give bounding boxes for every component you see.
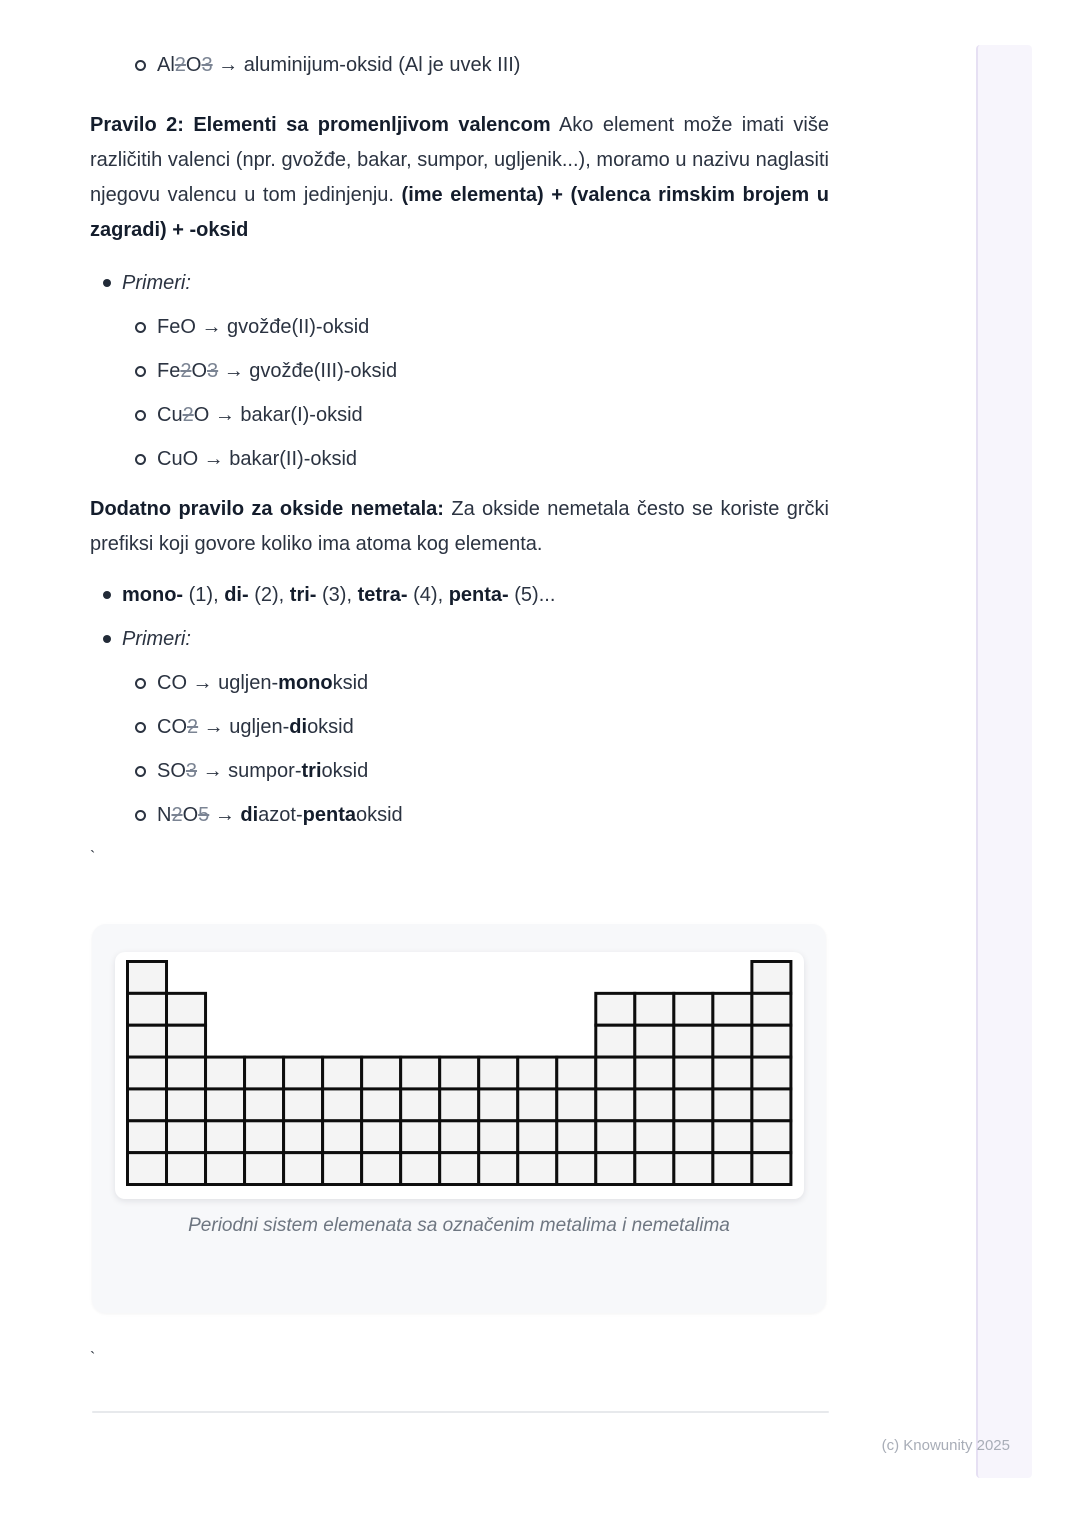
text-segment: 3 xyxy=(201,54,213,76)
example-text xyxy=(157,316,369,338)
element-cell xyxy=(751,961,790,993)
element-cell xyxy=(322,1153,361,1185)
element-cell xyxy=(166,1057,205,1089)
example-item xyxy=(90,310,829,344)
element-cell xyxy=(751,1121,790,1153)
element-cell xyxy=(283,1089,322,1121)
element-cell xyxy=(673,1025,712,1057)
element-cell xyxy=(322,1057,361,1089)
figure-caption: Periodni sistem elemenata sa označenim metalima i nemetalima xyxy=(188,1215,730,1236)
example-text xyxy=(157,672,368,694)
element-cell xyxy=(244,1057,283,1089)
element-cell xyxy=(205,1089,244,1121)
element-cell xyxy=(751,1089,790,1121)
element-cell xyxy=(673,1153,712,1185)
text-segment: Pravilo 2: Elementi sa promenljivom valencom xyxy=(90,114,551,136)
element-cell xyxy=(712,1089,751,1121)
element-cell xyxy=(244,1153,283,1185)
primeri-label xyxy=(122,272,191,294)
bullet-dot-icon xyxy=(103,635,111,643)
example-item xyxy=(90,398,829,432)
text-segment: Za okside nemetala često se koriste grčki prefiksi koji govore koliko ima atoma kog elementa. xyxy=(90,498,830,555)
additional-rule-paragraph xyxy=(90,492,829,562)
example-text xyxy=(157,716,354,738)
example-text xyxy=(157,760,368,782)
text-segment: 2 xyxy=(174,54,186,76)
text-segment: FeO → gvožđe(II)-oksid xyxy=(157,316,370,338)
stray-backtick-2: ` xyxy=(90,1350,96,1367)
figure-image xyxy=(115,952,804,1199)
bullet-circle-icon xyxy=(135,454,146,465)
text-segment: 3 xyxy=(185,760,198,782)
bullet-circle-icon xyxy=(135,810,146,821)
text-segment: tri xyxy=(301,760,322,782)
element-cell xyxy=(361,1153,400,1185)
element-cell xyxy=(166,1121,205,1153)
text-segment: (1), xyxy=(183,584,225,606)
element-cell xyxy=(673,1121,712,1153)
text-segment: Dodatno pravilo za okside nemetala: xyxy=(90,498,444,520)
example-text xyxy=(157,54,520,76)
element-cell xyxy=(673,993,712,1025)
text-segment: di- xyxy=(224,584,249,606)
copyright-watermark: (c) Knowunity 2025 xyxy=(881,1437,1010,1454)
text-segment: CO → ugljen- xyxy=(157,672,279,694)
text-segment: 2 xyxy=(171,804,183,826)
oxide-examples-list xyxy=(90,310,829,476)
element-cell xyxy=(517,1057,556,1089)
text-segment: Cu xyxy=(157,404,183,426)
element-cell xyxy=(634,1057,673,1089)
text-segment: (ime elementa) + (valenca rimskim brojem u zagradi) + -oksid xyxy=(90,184,829,241)
element-cell xyxy=(556,1089,595,1121)
element-cell xyxy=(751,1025,790,1057)
text-segment: tetra- xyxy=(357,584,408,606)
element-cell xyxy=(283,1121,322,1153)
text-segment: oksid xyxy=(321,760,369,782)
stray-backtick-1: ` xyxy=(90,849,96,866)
page-scroll-strip[interactable] xyxy=(976,45,1032,1478)
primeri-heading-1 xyxy=(90,266,829,300)
element-cell xyxy=(283,1057,322,1089)
element-cell xyxy=(595,1089,634,1121)
text-segment: di xyxy=(240,804,259,826)
element-cell xyxy=(400,1057,439,1089)
element-cell xyxy=(127,1025,166,1057)
element-cell xyxy=(478,1153,517,1185)
prefix-line xyxy=(90,578,829,612)
example-text xyxy=(157,448,357,470)
element-cell xyxy=(127,961,166,993)
element-cell xyxy=(205,1057,244,1089)
text-segment: O → bakar(I)-oksid xyxy=(193,404,363,426)
element-cell xyxy=(361,1089,400,1121)
periodic-table-grid xyxy=(126,960,793,1186)
rule2-paragraph xyxy=(90,108,829,248)
example-item xyxy=(90,754,829,788)
element-cell xyxy=(361,1121,400,1153)
element-cell xyxy=(517,1089,556,1121)
text-segment: → sumpor- xyxy=(197,760,302,782)
element-cell xyxy=(712,1121,751,1153)
element-cell xyxy=(673,1057,712,1089)
element-cell xyxy=(244,1121,283,1153)
element-cell xyxy=(634,1153,673,1185)
text-segment: (4), xyxy=(407,584,449,606)
text-segment: oksid xyxy=(355,804,403,826)
text-segment: Primeri: xyxy=(122,628,191,650)
document-content xyxy=(90,0,829,1413)
element-cell xyxy=(595,1153,634,1185)
text-segment: Fe xyxy=(157,360,181,382)
element-cell xyxy=(439,1057,478,1089)
element-cell xyxy=(556,1153,595,1185)
text-segment: → gvožđe(III)-oksid xyxy=(218,360,398,382)
element-cell xyxy=(517,1121,556,1153)
text-segment: oksid xyxy=(307,716,354,738)
element-cell xyxy=(439,1121,478,1153)
element-cell xyxy=(361,1057,400,1089)
element-cell xyxy=(556,1121,595,1153)
example-item xyxy=(90,798,829,832)
element-cell xyxy=(673,1089,712,1121)
element-cell xyxy=(166,1089,205,1121)
text-segment: 2 xyxy=(180,360,192,382)
text-segment: Al xyxy=(157,54,175,76)
bullet-dot-icon xyxy=(103,279,111,287)
text-segment: CO xyxy=(157,716,187,738)
text-segment: Primeri: xyxy=(122,272,191,294)
element-cell xyxy=(634,993,673,1025)
text-segment: O xyxy=(191,360,208,382)
element-cell xyxy=(517,1153,556,1185)
element-cell xyxy=(244,1089,283,1121)
element-cell xyxy=(712,993,751,1025)
bullet-circle-icon xyxy=(135,678,146,689)
element-cell xyxy=(556,1057,595,1089)
element-cell xyxy=(166,1153,205,1185)
text-segment: (3), xyxy=(316,584,358,606)
text-segment: → ugljen- xyxy=(198,716,290,738)
element-cell xyxy=(634,1025,673,1057)
text-segment: 5 xyxy=(198,804,210,826)
element-cell xyxy=(595,1025,634,1057)
text-segment: mono- xyxy=(122,584,184,606)
text-segment: Ako element može imati više različitih valenci (npr. gvožđe, bakar, sumpor, ugljenik...), moramo u nazivu naglasiti njegovu valencu u tom jedinjenju. xyxy=(90,114,829,206)
bullet-circle-icon xyxy=(135,722,146,733)
text-segment: O xyxy=(185,54,202,76)
element-cell xyxy=(400,1089,439,1121)
text-segment: penta xyxy=(302,804,356,826)
example-item xyxy=(90,354,829,388)
element-cell xyxy=(205,1153,244,1185)
bullet-dot-icon xyxy=(103,591,111,599)
example-aluminium-oxide xyxy=(90,48,829,82)
element-cell xyxy=(283,1153,322,1185)
text-segment: mono xyxy=(278,672,333,694)
text-segment: penta- xyxy=(448,584,509,606)
element-cell xyxy=(751,1057,790,1089)
text-segment: ksid xyxy=(332,672,369,694)
prefix-line-text xyxy=(122,584,555,606)
element-cell xyxy=(712,1057,751,1089)
example-text xyxy=(157,404,363,426)
element-cell xyxy=(439,1089,478,1121)
element-cell xyxy=(634,1089,673,1121)
element-cell xyxy=(478,1089,517,1121)
element-cell xyxy=(400,1153,439,1185)
element-cell xyxy=(166,993,205,1025)
text-segment: N xyxy=(157,804,172,826)
element-cell xyxy=(478,1121,517,1153)
element-cell xyxy=(400,1121,439,1153)
text-segment: → xyxy=(209,804,241,826)
example-item xyxy=(90,666,829,700)
element-cell xyxy=(712,1153,751,1185)
example-item xyxy=(90,442,829,476)
element-cell xyxy=(595,1121,634,1153)
element-cell xyxy=(322,1121,361,1153)
text-segment: 3 xyxy=(207,360,219,382)
element-cell xyxy=(127,1153,166,1185)
bullet-circle-icon xyxy=(135,60,146,71)
element-cell xyxy=(166,1025,205,1057)
element-cell xyxy=(127,1089,166,1121)
text-segment: azot- xyxy=(258,804,303,826)
element-cell xyxy=(751,993,790,1025)
element-cell xyxy=(205,1121,244,1153)
figure-card xyxy=(92,924,826,1313)
section-divider xyxy=(92,1411,829,1413)
text-segment: 2 xyxy=(182,404,194,426)
primeri-heading-2 xyxy=(90,622,829,656)
text-segment: (5)... xyxy=(508,584,556,606)
element-cell xyxy=(595,1057,634,1089)
text-segment: tri- xyxy=(289,584,317,606)
bullet-circle-icon xyxy=(135,766,146,777)
element-cell xyxy=(595,993,634,1025)
element-cell xyxy=(751,1153,790,1185)
prefix-examples-list xyxy=(90,666,829,832)
element-cell xyxy=(127,1057,166,1089)
text-segment: → aluminijum-oksid (Al je uvek III) xyxy=(212,54,521,76)
example-text xyxy=(157,804,403,826)
primeri-label xyxy=(122,628,191,650)
bullet-circle-icon xyxy=(135,322,146,333)
text-segment: CuO → bakar(II)-oksid xyxy=(157,448,358,470)
example-item xyxy=(90,710,829,744)
text-segment: (2), xyxy=(248,584,290,606)
text-segment: 2 xyxy=(187,716,199,738)
element-cell xyxy=(712,1025,751,1057)
element-cell xyxy=(478,1057,517,1089)
bullet-circle-icon xyxy=(135,366,146,377)
example-text xyxy=(157,360,397,382)
element-cell xyxy=(634,1121,673,1153)
element-cell xyxy=(439,1153,478,1185)
text-segment: O xyxy=(182,804,199,826)
text-segment: di xyxy=(289,716,308,738)
element-cell xyxy=(322,1089,361,1121)
element-cell xyxy=(127,1121,166,1153)
text-segment: SO xyxy=(157,760,186,782)
bullet-circle-icon xyxy=(135,410,146,421)
element-cell xyxy=(127,993,166,1025)
